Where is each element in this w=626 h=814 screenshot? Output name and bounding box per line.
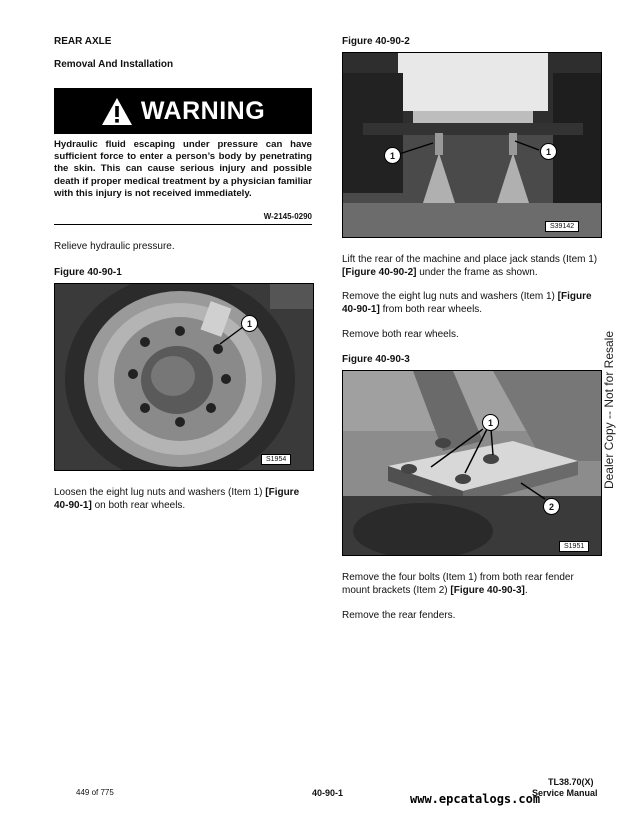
- page-number: 40-90-1: [312, 788, 344, 798]
- figure-1-caption: Figure 40-90-1: [54, 267, 122, 278]
- page-count: 449 of 775: [76, 788, 114, 797]
- step-relieve-pressure: Relieve hydraulic pressure.: [54, 241, 175, 252]
- subsection-title: Removal And Installation: [54, 59, 174, 70]
- watermark-link[interactable]: www.epcatalogs.com: [410, 792, 541, 806]
- figure-2-callout-left: 1: [384, 147, 401, 164]
- figure-1-code: S1954: [261, 454, 291, 465]
- figure-3-caption: Figure 40-90-3: [342, 354, 410, 365]
- wheel-hub-photo: [55, 284, 313, 470]
- step-remove-lug-nuts: Remove the eight lug nuts and washers (Item 1) [Figure 40-90-1] from both rear wheels.: [342, 291, 592, 315]
- figure-2-callout-right: 1: [540, 143, 557, 160]
- figure-3-image: [342, 370, 602, 556]
- model-label: TL38.70(X): [548, 777, 594, 787]
- figure-3-callout-2: 2: [543, 498, 560, 515]
- warning-code: W-2145-0290: [263, 212, 312, 221]
- exclamation-triangle-icon: [101, 97, 133, 126]
- jack-stands-photo: [343, 53, 601, 237]
- figure-1-callout-1: 1: [241, 315, 258, 332]
- section-title: REAR AXLE: [54, 36, 112, 47]
- step-remove-wheels: Remove both rear wheels.: [342, 329, 459, 340]
- figure-2-caption: Figure 40-90-2: [342, 36, 410, 47]
- warning-banner: [54, 88, 312, 134]
- figure-3-callout-1: 1: [482, 414, 499, 431]
- step-lift-machine: Lift the rear of the machine and place jack stands (Item 1) [Figure 40-90-2] under the frame as shown.: [342, 254, 598, 278]
- dealer-copy-text: Dealer Copy -- Not for Resale: [602, 330, 616, 490]
- figure-2-image: [342, 52, 602, 238]
- figure-1-image: [54, 283, 314, 471]
- step-remove-fenders: Remove the rear fenders.: [342, 610, 456, 621]
- step-loosen-lug-nuts: Loosen the eight lug nuts and washers (Item 1) [Figure 40-90-1] on both rear wheels.: [54, 487, 300, 511]
- step-remove-bolts: Remove the four bolts (Item 1) from both rear fender mount brackets (Item 2) [Figure 40-90-3].: [342, 572, 574, 596]
- figure-3-code: S1951: [559, 541, 589, 552]
- warning-divider: [54, 224, 312, 225]
- figure-2-code: S39142: [545, 221, 579, 232]
- fender-bracket-photo: [343, 371, 601, 555]
- warning-text: Hydraulic fluid escaping under pressure can have sufficient force to enter a person’s body by penetrating the skin. This can cause serious injury and possible death if proper medical treatment by a physician familiar with this injury is not received immediately.: [54, 139, 312, 199]
- warning-title: WARNING: [140, 96, 266, 125]
- dealer-copy-notice: [602, 330, 616, 490]
- manual-label: Service Manual: [532, 788, 598, 798]
